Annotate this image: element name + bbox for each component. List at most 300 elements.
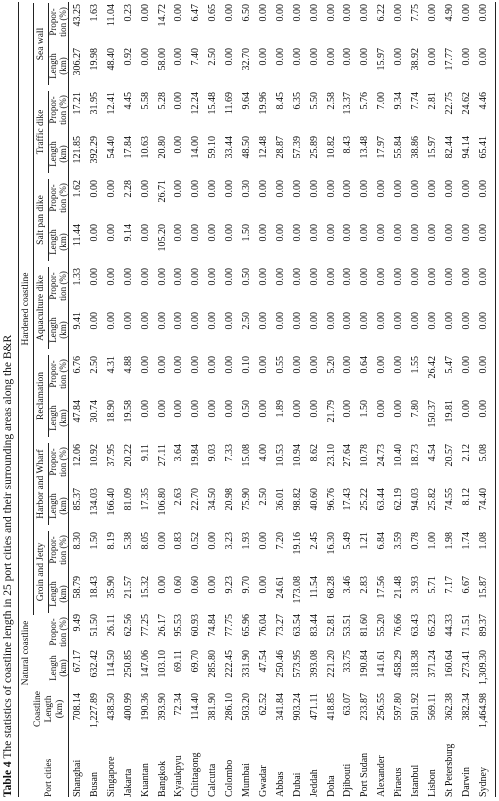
row-length-cell: 141.61 [376,650,388,678]
header-coastline-line-2: Length [44,695,54,723]
row-proportion-cell: 1.63 [88,4,100,22]
row-length-cell: 62.19 [393,488,405,511]
row-length-cell: 105.20 [156,224,168,252]
row-length-cell: 0.50 [241,400,252,418]
row-length-cell: 17.35 [139,488,151,511]
row-proportion-cell: 0.00 [477,180,489,198]
row-length-cell: 19.81 [443,400,455,423]
row-length-cell: 10.63 [139,136,151,159]
row-proportion-cell: 0.00 [291,356,303,374]
subheader-length: (km) [57,57,68,75]
row-proportion-cell: 0.00 [342,268,354,286]
row-proportion-cell: 0.00 [410,268,421,286]
row-proportion-cell: 7.00 [376,92,388,110]
row-proportion-cell: 0.00 [190,356,202,374]
row-city: Port Sudan [359,752,371,797]
row-proportion-cell: 0.83 [173,532,185,550]
row-proportion-cell: 0.00 [308,268,320,286]
subheader-proportion: Propor- [48,618,58,646]
subheader-proportion: Propor- [48,536,58,564]
row-length-cell: 8.12 [460,488,472,506]
row-length-cell: 7.17 [443,576,455,594]
row-length-cell: 0.00 [477,224,489,242]
header-natural-coastline: Natural coastline [21,620,31,686]
row-length-cell: 36.01 [274,488,286,511]
row-proportion-cell: 0.00 [274,268,286,286]
row-length-cell: 222.45 [224,650,236,678]
row-length-cell: 35.90 [105,576,117,599]
row-proportion-cell: 4.31 [105,356,117,374]
header-port-cities: Port cities [44,758,54,797]
row-proportion-cell: 0.00 [460,4,472,22]
row-length-cell: 48.40 [105,48,117,71]
row-proportion-cell: 0.00 [393,356,405,374]
row-proportion-cell: 0.00 [173,180,185,198]
row-proportion-cell: 0.00 [207,356,219,374]
row-length-cell: 15.87 [477,576,489,599]
row-proportion-cell: 2.12 [460,444,472,462]
header-group-groin-jetty: Groin and Jetty [36,542,46,602]
row-length-cell: 0.00 [325,312,337,330]
row-length-cell: 24.61 [274,576,286,599]
row-length-cell: 47.54 [257,650,269,673]
row-length-cell: 17.77 [443,48,455,71]
row-length-cell: 38.86 [410,136,421,159]
subheader-proportion: tion (%) [57,95,68,125]
row-length-cell: 82.44 [443,136,455,159]
row-proportion-cell: 31.95 [88,92,100,115]
row-length-cell: 55.84 [393,136,405,159]
row-length-cell: 0.00 [274,312,286,330]
row-proportion-cell: 12.41 [105,92,117,115]
row-proportion-cell: 8.45 [274,92,286,110]
row-proportion-cell: 20.57 [443,444,455,467]
row-length-cell: 0.00 [173,312,185,330]
row-proportion-cell: 0.00 [257,268,269,286]
subheader-proportion: Propor- [48,8,58,36]
row-proportion-cell: 7.20 [274,532,286,550]
row-proportion-cell: 8.62 [308,444,320,462]
row-length-cell: 7.40 [190,48,202,66]
header-group-sea-wall: Sea wall [36,27,46,61]
row-length-cell: 0.00 [393,312,405,330]
row-proportion-cell: 0.00 [376,356,388,374]
row-length-cell: 18.90 [105,400,117,423]
row-proportion-cell: 0.00 [426,268,438,286]
row-proportion-cell: 18.73 [410,444,421,467]
row-proportion-cell: 0.00 [308,4,320,22]
row-coastline-length: 256.55 [376,693,388,721]
row-length-cell: 0.00 [257,400,269,418]
row-proportion-cell: 0.00 [105,180,117,198]
row-length-cell: 0.00 [190,400,202,418]
row-length-cell: 392.29 [88,136,100,164]
row-length-cell: 21.79 [325,400,337,423]
row-length-cell: 0.00 [207,224,219,242]
subheader-length: (km) [57,585,68,603]
row-proportion-cell: 0.00 [207,268,219,286]
row-proportion-cell: 7.75 [410,4,421,22]
row-proportion-cell: 0.00 [173,356,185,374]
row-proportion-cell: 3.64 [173,444,185,462]
row-proportion-cell: 0.00 [460,268,472,286]
row-coastline-length: 597.80 [393,693,405,721]
row-length-cell: 0.00 [156,312,168,330]
row-length-cell: 0.00 [410,312,421,330]
bottom-rule [495,2,496,797]
row-length-cell: 0.00 [342,48,354,66]
row-proportion-cell: 8.19 [105,532,117,550]
row-length-cell: 0.00 [291,48,303,66]
row-length-cell: 48.50 [241,136,252,159]
row-coastline-length: 471.11 [308,693,320,721]
row-length-cell: 0.00 [139,400,151,418]
row-length-cell: 0.00 [376,400,388,418]
row-coastline-length: 63.07 [342,693,354,716]
row-proportion-cell: 0.23 [122,4,134,22]
row-length-cell: 2.50 [257,488,269,506]
subheader-proportion: tion (%) [57,617,68,647]
row-length-cell: 632.42 [88,650,100,678]
row-length-cell: 0.00 [342,400,354,418]
row-proportion-cell: 10.78 [359,444,371,467]
row-length-cell: 0.00 [426,224,438,242]
row-length-cell: 2.83 [359,576,371,594]
row-length-cell: 318.38 [410,650,421,678]
row-proportion-cell: 5.49 [342,532,354,550]
row-city: Jakarta [122,768,134,797]
row-length-cell: 69.11 [173,650,185,673]
row-proportion-cell: 19.16 [291,532,303,555]
row-length-cell: 0.00 [257,576,269,594]
row-proportion-cell: 1.55 [410,356,421,374]
row-length-cell: 7.80 [410,400,421,418]
row-proportion-cell: 52.81 [325,614,337,637]
row-length-cell: 40.60 [308,488,320,511]
row-length-cell: 12.48 [257,136,269,159]
row-proportion-cell: 4.54 [426,444,438,462]
row-length-cell: 250.46 [274,650,286,678]
row-length-cell: 0.00 [426,312,438,330]
row-length-cell: 54.40 [105,136,117,159]
row-proportion-cell: 0.00 [257,180,269,198]
row-length-cell: 0.00 [443,224,455,242]
row-length-cell: 9.70 [241,576,252,594]
row-coastline-length: 1,464.98 [477,693,489,728]
row-length-cell: 14.00 [190,136,202,159]
row-length-cell: 106.80 [156,488,168,516]
top-rule [18,2,19,797]
row-proportion-cell: 16.30 [325,532,337,555]
row-length-cell: 21.48 [393,576,405,599]
row-length-cell: 0.60 [173,576,185,594]
row-length-cell: 17.43 [342,488,354,511]
row-proportion-cell: 65.23 [426,614,438,637]
row-proportion-cell: 0.00 [190,268,202,286]
row-proportion-cell: 0.00 [393,180,405,198]
subheader-length: Length [48,405,58,431]
subheader-proportion: tion (%) [57,183,68,213]
row-proportion-cell: 5.28 [156,92,168,110]
row-city: Dubai [291,772,303,797]
row-length-cell: 0.00 [460,48,472,66]
row-proportion-cell: 11.04 [105,4,117,27]
subheader-proportion: tion (%) [57,271,68,301]
subheader-length: (km) [57,321,68,339]
row-length-cell: 0.00 [325,224,337,242]
row-proportion-cell: 0.00 [426,180,438,198]
row-coastline-length: 114.40 [190,693,202,721]
row-proportion-cell: 0.00 [460,180,472,198]
row-proportion-cell: 0.00 [342,4,354,22]
row-proportion-cell: 27.11 [156,444,168,467]
row-coastline-length: 190.36 [139,693,151,721]
row-proportion-cell: 23.10 [325,444,337,467]
row-length-cell: 0.00 [308,48,320,66]
row-length-cell: 96.76 [325,488,337,511]
row-coastline-length: 569.11 [426,693,438,721]
row-length-cell: 0.00 [173,400,185,418]
table-title-text: The statistics of coastline length in 25 port cities and their surrounding areas along the B&R [2,334,14,759]
row-length-cell: 0.00 [477,312,489,330]
row-proportion-cell: 5.76 [359,92,371,110]
row-proportion-cell: 0.00 [105,268,117,286]
row-proportion-cell: 26.11 [105,614,117,637]
row-coastline-length: 393.90 [156,693,168,721]
row-city: Abbas [274,771,286,797]
row-length-cell: 0.00 [156,400,168,418]
row-proportion-cell: 1.00 [426,532,438,550]
row-proportion-cell: 2.50 [88,356,100,374]
row-proportion-cell: 0.00 [393,268,405,286]
row-proportion-cell: 55.20 [376,614,388,637]
row-proportion-cell: 10.40 [393,444,405,467]
row-length-cell: 65.41 [477,136,489,159]
row-coastline-length: 72.34 [173,693,185,716]
row-length-cell: 17.97 [376,136,388,159]
row-length-cell: 30.74 [88,400,100,423]
row-length-cell: 22.70 [190,488,202,511]
row-length-cell: 10.82 [325,136,337,159]
row-proportion-cell: 0.00 [342,356,354,374]
row-length-cell: 15.32 [139,576,151,599]
row-city: Djibouti [342,763,354,797]
row-proportion-cell: 0.00 [443,180,455,198]
row-proportion-cell: 95.53 [173,614,185,637]
row-proportion-cell: 0.00 [139,268,151,286]
row-city: Calcutta [207,763,219,797]
row-length-cell: 0.00 [443,312,455,330]
row-proportion-cell: 83.44 [308,614,320,637]
row-length-cell: 0.00 [460,400,472,418]
row-length-cell: 25.22 [359,488,371,511]
row-proportion-cell: 19.96 [257,92,269,115]
row-proportion-cell: 0.00 [325,268,337,286]
row-proportion-cell: 5.08 [477,444,489,462]
row-length-cell: 331.90 [241,650,252,678]
row-proportion-cell: 4.45 [122,92,134,110]
row-proportion-cell: 4.46 [477,92,489,110]
row-length-cell: 0.00 [224,48,236,66]
row-length-cell: 0.00 [224,312,236,330]
row-proportion-cell: 0.00 [477,268,489,286]
row-city: Kuantan [139,763,151,797]
row-proportion-cell: 0.00 [156,268,168,286]
row-proportion-cell: 0.00 [308,180,320,198]
row-length-cell: 94.14 [460,136,472,159]
row-proportion-cell: 0.00 [139,180,151,198]
subheader-proportion: Propor- [48,96,58,124]
row-length-cell: 0.00 [291,312,303,330]
subheader-length: (km) [57,409,68,427]
hardened-span-rule [33,3,34,615]
row-proportion-cell: 1.33 [72,268,83,286]
row-city: Doha [325,775,337,797]
row-proportion-cell: 1.62 [72,180,83,198]
row-proportion-cell: 5.38 [122,532,134,550]
row-proportion-cell: 0.00 [308,356,320,374]
row-proportion-cell: 5.50 [308,92,320,110]
row-length-cell: 2.50 [207,48,219,66]
row-length-cell: 15.97 [426,136,438,159]
row-proportion-cell: 0.00 [190,180,202,198]
row-proportion-cell: 12.24 [190,92,202,115]
row-proportion-cell: 0.00 [122,268,134,286]
row-length-cell: 98.82 [291,488,303,511]
row-proportion-cell: 0.64 [359,356,371,374]
row-proportion-cell: 77.25 [139,614,151,637]
row-proportion-cell: 1.21 [359,532,371,550]
row-length-cell: 81.09 [122,488,134,511]
row-length-cell: 0.00 [257,48,269,66]
row-proportion-cell: 0.00 [376,180,388,198]
row-proportion-cell: 65.96 [241,614,252,637]
row-length-cell: 0.00 [257,312,269,330]
row-city: Bangkok [156,760,168,797]
row-length-cell: 0.92 [122,48,134,66]
row-proportion-cell: 0.00 [156,356,168,374]
row-proportion-cell: 89.37 [477,614,489,637]
row-length-cell: 21.57 [122,576,134,599]
row-proportion-cell: 0.00 [173,92,185,110]
row-proportion-cell: 0.00 [274,180,286,198]
row-length-cell: 0.00 [88,312,100,330]
row-proportion-cell: 13.37 [342,92,354,115]
row-proportion-cell: 20.22 [122,444,134,467]
row-length-cell: 166.40 [105,488,117,516]
row-proportion-cell: 22.75 [443,92,455,115]
row-proportion-cell: 0.00 [410,180,421,198]
subheader-length: (km) [57,145,68,163]
row-proportion-cell: 0.52 [190,532,202,550]
row-length-cell: 0.00 [207,400,219,418]
row-coastline-length: 362.38 [443,693,455,721]
row-length-cell: 0.00 [190,312,202,330]
subheader-length: (km) [57,497,68,515]
row-proportion-cell: 0.00 [376,268,388,286]
row-proportion-cell: 1.50 [88,532,100,550]
row-proportion-cell: 0.00 [460,356,472,374]
row-length-cell: 58.79 [72,576,83,599]
row-proportion-cell: 0.00 [257,4,269,22]
row-length-cell: 0.00 [173,224,185,242]
row-city: Busan [88,772,100,797]
row-length-cell: 0.00 [105,312,117,330]
row-length-cell: 38.92 [410,48,421,71]
subheader-length: Length [48,229,58,255]
row-length-cell: 458.29 [393,650,405,678]
row-length-cell: 33.44 [224,136,236,159]
table-title [2,335,14,797]
row-proportion-cell: 24.62 [460,92,472,115]
row-length-cell: 47.84 [72,400,83,423]
row-proportion-cell: 3.23 [224,532,236,550]
row-proportion-cell: 0.00 [139,356,151,374]
row-length-cell: 573.95 [291,650,303,678]
row-proportion-cell: 0.00 [139,4,151,22]
row-proportion-cell: 1.08 [477,532,489,550]
row-proportion-cell: 71.51 [460,614,472,637]
row-proportion-cell: 17.21 [72,92,83,115]
row-proportion-cell: 0.00 [393,4,405,22]
row-length-cell: 190.84 [359,650,371,678]
row-proportion-cell: 0.00 [325,180,337,198]
row-length-cell: 74.40 [477,488,489,511]
row-length-cell: 0.00 [291,224,303,242]
row-proportion-cell: 6.47 [190,4,202,22]
row-length-cell: 0.00 [139,48,151,66]
row-proportion-cell: 10.94 [291,444,303,467]
row-city: Istanbul [410,764,421,797]
row-length-cell: 0.00 [274,224,286,242]
row-length-cell: 11.44 [72,224,83,247]
row-coastline-length: 400.99 [122,693,134,721]
row-length-cell: 250.85 [122,650,134,678]
table-title-prefix: Table 4 [2,761,14,797]
header-coastline-line-3: (km) [55,699,65,719]
row-proportion-cell: 74.84 [207,614,219,637]
row-length-cell: 285.80 [207,650,219,678]
subheader-proportion: tion (%) [57,535,68,565]
row-proportion-cell: 27.64 [342,444,354,467]
row-length-cell: 15.97 [376,48,388,71]
row-length-cell: 0.00 [460,312,472,330]
row-length-cell: 19.58 [122,400,134,423]
row-proportion-cell: 0.00 [274,4,286,22]
row-proportion-cell: 6.22 [376,4,388,22]
row-proportion-cell: 0.00 [207,532,219,550]
row-coastline-length: 438.50 [105,693,117,721]
row-length-cell: 68.28 [325,576,337,599]
row-length-cell: 0.00 [156,576,168,594]
row-proportion-cell: 53.51 [342,614,354,637]
row-proportion-cell: 0.00 [257,532,269,550]
row-proportion-cell: 11.69 [224,92,236,115]
row-proportion-cell: 0.00 [477,4,489,22]
subheader-proportion: Propor- [48,272,58,300]
row-proportion-cell: 60.93 [190,614,202,637]
row-proportion-cell: 0.00 [156,532,168,550]
row-coastline-length: 418.85 [325,693,337,721]
subheader-proportion: tion (%) [57,447,68,477]
row-proportion-cell: 0.00 [359,268,371,286]
row-length-cell: 0.00 [308,312,320,330]
row-length-cell: 3.46 [342,576,354,594]
row-proportion-cell: 1.98 [443,532,455,550]
row-length-cell: 0.00 [376,224,388,242]
row-length-cell: 0.00 [342,224,354,242]
row-proportion-cell: 0.65 [207,4,219,22]
